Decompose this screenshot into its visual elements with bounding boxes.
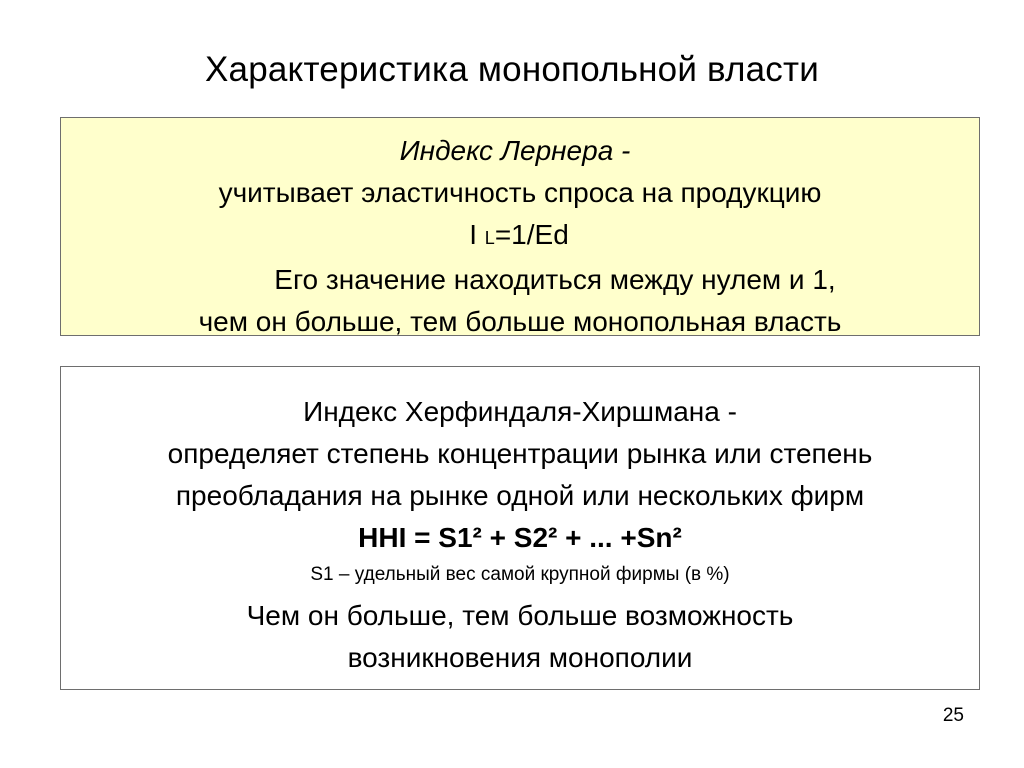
lerner-range-note: Его значение находиться между нулем и 1,	[274, 264, 836, 295]
lerner-formula-rest: =1/Ed	[494, 219, 569, 250]
slide-title: Характеристика монопольной власти	[205, 50, 819, 89]
lerner-formula-subscript: L	[484, 228, 495, 248]
hhi-footnote: S1 – удельный вес самой крупной фирмы (в %)	[310, 564, 730, 585]
lerner-conclusion: чем он больше, тем больше монопольная власть	[198, 306, 842, 337]
lerner-heading: Индекс Лернера -	[399, 135, 631, 166]
hhi-heading: Индекс Херфиндаля-Хиршмана -	[303, 396, 737, 427]
lerner-description: учитывает эластичность спроса на продукцию	[218, 177, 822, 208]
hhi-formula: HHI = S1² + S2² + ... +Sn²	[358, 522, 682, 553]
lerner-index-box	[60, 117, 980, 336]
lerner-formula	[61, 214, 979, 259]
hhi-conclusion-line-2: возникновения монополии	[347, 642, 693, 673]
hhi-description-line-2: преобладания на рынке одной или нескольких фирм	[175, 480, 865, 511]
hhi-index-box	[60, 366, 980, 690]
lerner-formula-prefix: I	[469, 219, 485, 250]
page-number: 25	[942, 705, 964, 726]
hhi-conclusion-line-1: Чем он больше, тем больше возможность	[246, 600, 794, 631]
hhi-description-line-1: определяет степень концентрации рынка или степень	[167, 438, 873, 469]
